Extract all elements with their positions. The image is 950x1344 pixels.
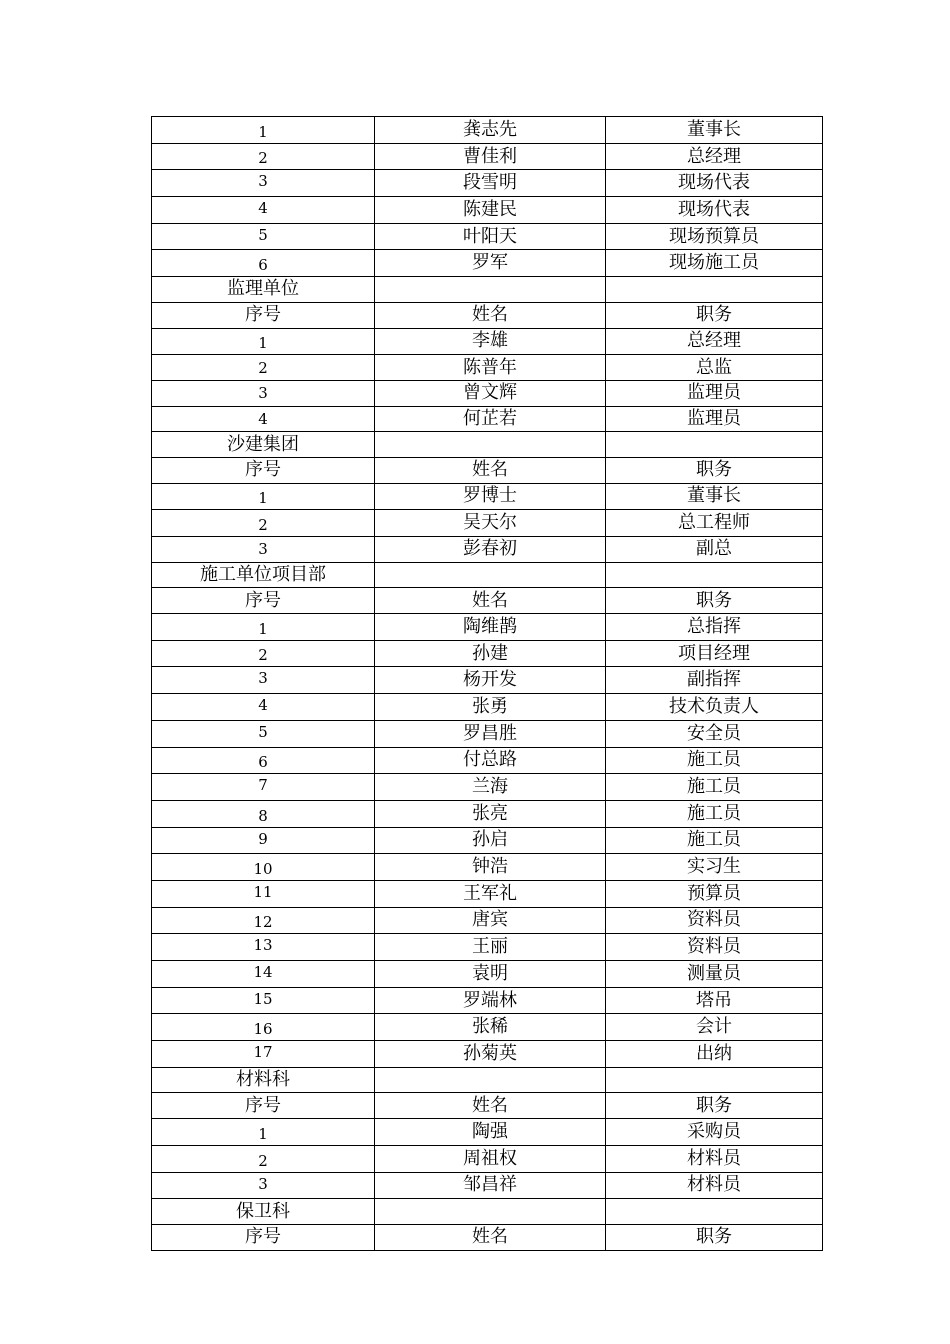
section-title-row — [152, 432, 823, 458]
header-position: 职务 — [606, 302, 823, 328]
header-name: 姓名 — [375, 1093, 606, 1119]
person-position: 总监 — [606, 355, 823, 381]
table-row — [152, 614, 823, 641]
table-row — [152, 667, 823, 694]
serial-number: 3 — [152, 380, 375, 406]
section-title: 监理单位 — [152, 277, 375, 303]
header-serial: 序号 — [152, 588, 375, 614]
table-row — [152, 1172, 823, 1199]
serial-number: 10 — [152, 854, 375, 881]
person-name: 张稀 — [375, 1014, 606, 1041]
person-name: 袁明 — [375, 961, 606, 988]
person-position: 材料员 — [606, 1172, 823, 1199]
section-title-row — [152, 1199, 823, 1225]
person-position: 施工员 — [606, 774, 823, 801]
section-title: 保卫科 — [152, 1199, 375, 1225]
serial-number: 8 — [152, 800, 375, 827]
table-row — [152, 380, 823, 406]
person-position: 副总 — [606, 537, 823, 563]
person-position: 采购员 — [606, 1119, 823, 1146]
person-position: 总经理 — [606, 143, 823, 170]
person-position: 项目经理 — [606, 640, 823, 667]
table-row — [152, 510, 823, 537]
person-name: 吴天尔 — [375, 510, 606, 537]
serial-number: 3 — [152, 667, 375, 694]
header-serial: 序号 — [152, 1093, 375, 1119]
serial-number: 3 — [152, 537, 375, 563]
empty-cell — [375, 1199, 606, 1225]
serial-number: 15 — [152, 987, 375, 1014]
serial-number: 16 — [152, 1014, 375, 1041]
person-position: 现场代表 — [606, 170, 823, 197]
person-position: 测量员 — [606, 961, 823, 988]
table-row — [152, 1041, 823, 1068]
person-position: 总经理 — [606, 328, 823, 355]
table-row — [152, 328, 823, 355]
person-name: 陈建民 — [375, 197, 606, 224]
person-position: 总工程师 — [606, 510, 823, 537]
serial-number: 17 — [152, 1041, 375, 1068]
person-position: 现场预算员 — [606, 223, 823, 250]
person-position: 现场施工员 — [606, 250, 823, 277]
header-serial: 序号 — [152, 302, 375, 328]
serial-number: 3 — [152, 170, 375, 197]
header-serial: 序号 — [152, 457, 375, 483]
person-name: 付总路 — [375, 747, 606, 774]
serial-number: 6 — [152, 747, 375, 774]
person-name: 张亮 — [375, 800, 606, 827]
person-position: 实习生 — [606, 854, 823, 881]
serial-number: 4 — [152, 197, 375, 224]
person-name: 罗昌胜 — [375, 720, 606, 747]
person-position: 材料员 — [606, 1145, 823, 1172]
table-row — [152, 961, 823, 988]
table-row — [152, 537, 823, 563]
table-row — [152, 1014, 823, 1041]
header-name: 姓名 — [375, 302, 606, 328]
person-position: 董事长 — [606, 117, 823, 144]
table-row — [152, 250, 823, 277]
serial-number: 6 — [152, 250, 375, 277]
serial-number: 13 — [152, 934, 375, 961]
person-name: 曹佳利 — [375, 143, 606, 170]
serial-number: 11 — [152, 880, 375, 907]
section-title-row — [152, 1067, 823, 1093]
person-name: 罗端林 — [375, 987, 606, 1014]
person-name: 周祖权 — [375, 1145, 606, 1172]
empty-cell — [606, 277, 823, 303]
empty-cell — [375, 1067, 606, 1093]
table-row — [152, 800, 823, 827]
person-name: 龚志先 — [375, 117, 606, 144]
table-row — [152, 987, 823, 1014]
serial-number: 2 — [152, 143, 375, 170]
person-position: 监理员 — [606, 406, 823, 432]
column-header-row — [152, 1093, 823, 1119]
empty-cell — [375, 562, 606, 588]
person-name: 孙建 — [375, 640, 606, 667]
serial-number: 5 — [152, 720, 375, 747]
person-name: 王军礼 — [375, 880, 606, 907]
person-name: 邹昌祥 — [375, 1172, 606, 1199]
table-row — [152, 720, 823, 747]
person-position: 预算员 — [606, 880, 823, 907]
column-header-row — [152, 1224, 823, 1250]
person-position: 施工员 — [606, 800, 823, 827]
section-title: 材料科 — [152, 1067, 375, 1093]
empty-cell — [375, 277, 606, 303]
serial-number: 2 — [152, 640, 375, 667]
empty-cell — [606, 1067, 823, 1093]
person-position: 技术负责人 — [606, 694, 823, 721]
person-name: 杨开发 — [375, 667, 606, 694]
column-header-row — [152, 588, 823, 614]
table-row — [152, 827, 823, 854]
header-serial: 序号 — [152, 1224, 375, 1250]
person-name: 曾文辉 — [375, 380, 606, 406]
section-title: 沙建集团 — [152, 432, 375, 458]
person-position: 会计 — [606, 1014, 823, 1041]
person-position: 监理员 — [606, 380, 823, 406]
serial-number: 4 — [152, 406, 375, 432]
serial-number: 1 — [152, 117, 375, 144]
table-row — [152, 1119, 823, 1146]
person-name: 罗博士 — [375, 483, 606, 510]
table-row — [152, 170, 823, 197]
serial-number: 1 — [152, 1119, 375, 1146]
person-position: 资料员 — [606, 934, 823, 961]
section-title-row — [152, 277, 823, 303]
person-name: 兰海 — [375, 774, 606, 801]
serial-number: 5 — [152, 223, 375, 250]
table-row — [152, 223, 823, 250]
table-row — [152, 880, 823, 907]
table-row — [152, 934, 823, 961]
person-position: 安全员 — [606, 720, 823, 747]
serial-number: 14 — [152, 961, 375, 988]
empty-cell — [606, 432, 823, 458]
column-header-row — [152, 457, 823, 483]
person-name: 孙启 — [375, 827, 606, 854]
table-row — [152, 355, 823, 381]
person-name: 钟浩 — [375, 854, 606, 881]
personnel-table — [151, 116, 823, 1251]
person-name: 彭春初 — [375, 537, 606, 563]
section-title: 施工单位项目部 — [152, 562, 375, 588]
table-row — [152, 747, 823, 774]
person-position: 塔吊 — [606, 987, 823, 1014]
header-name: 姓名 — [375, 457, 606, 483]
header-name: 姓名 — [375, 1224, 606, 1250]
header-position: 职务 — [606, 1093, 823, 1119]
serial-number: 2 — [152, 1145, 375, 1172]
table-row — [152, 143, 823, 170]
person-name: 李雄 — [375, 328, 606, 355]
person-position: 总指挥 — [606, 614, 823, 641]
table-row — [152, 907, 823, 934]
person-position: 现场代表 — [606, 197, 823, 224]
person-position: 董事长 — [606, 483, 823, 510]
person-name: 王丽 — [375, 934, 606, 961]
table-row — [152, 197, 823, 224]
personnel-table-body — [152, 117, 823, 1251]
serial-number: 2 — [152, 510, 375, 537]
table-row — [152, 406, 823, 432]
person-name: 叶阳天 — [375, 223, 606, 250]
serial-number: 1 — [152, 483, 375, 510]
person-name: 陶维鹊 — [375, 614, 606, 641]
table-row — [152, 694, 823, 721]
column-header-row — [152, 302, 823, 328]
person-name: 孙菊英 — [375, 1041, 606, 1068]
person-name: 段雪明 — [375, 170, 606, 197]
serial-number: 1 — [152, 614, 375, 641]
person-position: 资料员 — [606, 907, 823, 934]
header-name: 姓名 — [375, 588, 606, 614]
header-position: 职务 — [606, 457, 823, 483]
person-position: 施工员 — [606, 827, 823, 854]
person-name: 何芷若 — [375, 406, 606, 432]
serial-number: 7 — [152, 774, 375, 801]
person-position: 施工员 — [606, 747, 823, 774]
table-row — [152, 117, 823, 144]
empty-cell — [606, 1199, 823, 1225]
person-name: 张勇 — [375, 694, 606, 721]
section-title-row — [152, 562, 823, 588]
person-name: 陶强 — [375, 1119, 606, 1146]
serial-number: 12 — [152, 907, 375, 934]
serial-number: 3 — [152, 1172, 375, 1199]
header-position: 职务 — [606, 588, 823, 614]
table-row — [152, 1145, 823, 1172]
serial-number: 4 — [152, 694, 375, 721]
empty-cell — [375, 432, 606, 458]
table-row — [152, 483, 823, 510]
person-position: 副指挥 — [606, 667, 823, 694]
serial-number: 9 — [152, 827, 375, 854]
empty-cell — [606, 562, 823, 588]
table-row — [152, 774, 823, 801]
person-position: 出纳 — [606, 1041, 823, 1068]
person-name: 唐宾 — [375, 907, 606, 934]
serial-number: 1 — [152, 328, 375, 355]
table-row — [152, 640, 823, 667]
person-name: 陈普年 — [375, 355, 606, 381]
serial-number: 2 — [152, 355, 375, 381]
header-position: 职务 — [606, 1224, 823, 1250]
table-row — [152, 854, 823, 881]
person-name: 罗军 — [375, 250, 606, 277]
